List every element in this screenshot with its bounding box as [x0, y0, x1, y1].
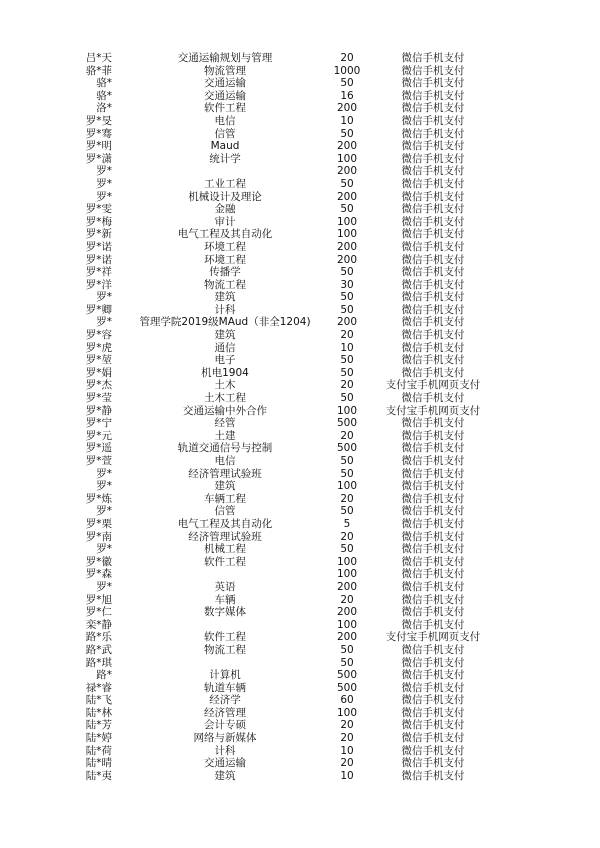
major-cell: 建筑 [214, 291, 236, 304]
table-row [0, 216, 600, 229]
name-cell: 罗*雯 [85, 203, 112, 216]
table-row [0, 115, 600, 128]
table-row [0, 631, 600, 644]
amount-cell: 5 [343, 517, 351, 530]
amount-cell: 200 [336, 102, 358, 115]
amount-cell: 16 [340, 89, 354, 102]
table-row [0, 254, 600, 267]
name-cell: 罗*徽 [85, 555, 112, 568]
amount-cell: 20 [340, 757, 354, 770]
name-cell: 骆* [96, 77, 112, 90]
amount-cell: 200 [336, 316, 358, 329]
name-cell: 罗*骞 [85, 127, 112, 140]
name-cell: 路*琪 [85, 656, 112, 669]
table-row [0, 505, 600, 518]
major-cell: 轨道车辆 [204, 681, 246, 694]
payment-method-cell: 微信手机支付 [401, 64, 465, 77]
name-cell: 路*武 [85, 643, 112, 656]
major-cell: 信管 [214, 127, 236, 140]
payment-method-cell: 微信手机支付 [401, 492, 465, 505]
amount-cell: 50 [340, 177, 354, 190]
amount-cell: 500 [336, 669, 358, 682]
payment-method-cell: 支付宝手机网页支付 [385, 631, 481, 644]
donation-table [0, 52, 600, 782]
table-row [0, 480, 600, 493]
name-cell: 陆*晴 [85, 757, 112, 770]
table-row [0, 203, 600, 216]
amount-cell: 200 [336, 240, 358, 253]
major-cell: 软件工程 [204, 555, 246, 568]
amount-cell: 100 [336, 480, 358, 493]
amount-cell: 50 [340, 392, 354, 405]
table-row [0, 266, 600, 279]
table-row [0, 304, 600, 317]
payment-method-cell: 微信手机支付 [401, 102, 465, 115]
table-row [0, 241, 600, 254]
major-cell: 英语 [214, 580, 236, 593]
amount-cell: 1000 [333, 64, 361, 77]
payment-method-cell: 微信手机支付 [401, 744, 465, 757]
name-cell: 罗*栗 [85, 517, 112, 530]
table-row [0, 581, 600, 594]
payment-method-cell: 支付宝手机网页支付 [385, 404, 481, 417]
major-cell: 土木工程 [204, 392, 246, 405]
payment-method-cell: 微信手机支付 [401, 152, 465, 165]
major-cell: 环境工程 [204, 253, 246, 266]
payment-method-cell: 微信手机支付 [401, 568, 465, 581]
payment-method-cell: 支付宝手机网页支付 [385, 379, 481, 392]
amount-cell: 100 [336, 152, 358, 165]
amount-cell: 50 [340, 303, 354, 316]
name-cell: 罗*旻 [85, 114, 112, 127]
payment-method-cell: 微信手机支付 [401, 517, 465, 530]
name-cell: 罗* [96, 467, 112, 480]
table-row [0, 379, 600, 392]
payment-method-cell: 微信手机支付 [401, 543, 465, 556]
name-cell: 路*乐 [85, 631, 112, 644]
name-cell: 路* [96, 669, 112, 682]
table-row [0, 102, 600, 115]
major-cell: 计科 [214, 303, 236, 316]
amount-cell: 20 [340, 379, 354, 392]
name-cell: 禄*睿 [85, 681, 112, 694]
payment-method-cell: 微信手机支付 [401, 354, 465, 367]
payment-method-cell: 微信手机支付 [401, 366, 465, 379]
major-cell: 计算机 [209, 669, 241, 682]
table-row [0, 279, 600, 292]
name-cell: 罗*仁 [85, 606, 112, 619]
major-cell: 电气工程及其自动化 [177, 228, 273, 241]
payment-method-cell: 微信手机支付 [401, 757, 465, 770]
table-row [0, 719, 600, 732]
payment-method-cell: 微信手机支付 [401, 719, 465, 732]
amount-cell: 100 [336, 555, 358, 568]
table-row [0, 518, 600, 531]
payment-method-cell: 微信手机支付 [401, 215, 465, 228]
table-row [0, 90, 600, 103]
amount-cell: 10 [340, 744, 354, 757]
payment-method-cell: 微信手机支付 [401, 681, 465, 694]
payment-method-cell: 微信手机支付 [401, 417, 465, 430]
payment-method-cell: 微信手机支付 [401, 669, 465, 682]
major-cell: 物流管理 [204, 64, 246, 77]
table-row [0, 342, 600, 355]
name-cell: 罗*虎 [85, 341, 112, 354]
amount-cell: 500 [336, 442, 358, 455]
payment-method-cell: 微信手机支付 [401, 266, 465, 279]
name-cell: 洛* [96, 102, 112, 115]
amount-cell: 20 [340, 719, 354, 732]
amount-cell: 100 [336, 404, 358, 417]
major-cell: 数字媒体 [204, 606, 246, 619]
payment-method-cell: 微信手机支付 [401, 303, 465, 316]
major-cell: 统计学 [209, 152, 241, 165]
amount-cell: 10 [340, 341, 354, 354]
amount-cell: 20 [340, 52, 354, 64]
name-cell: 罗*遥 [85, 442, 112, 455]
major-cell: 电子 [214, 354, 236, 367]
name-cell: 陆*林 [85, 706, 112, 719]
table-row [0, 669, 600, 682]
amount-cell: 50 [340, 127, 354, 140]
name-cell: 罗*莹 [85, 392, 112, 405]
amount-cell: 200 [336, 190, 358, 203]
name-cell: 罗* [96, 316, 112, 329]
table-row [0, 191, 600, 204]
payment-method-cell: 微信手机支付 [401, 253, 465, 266]
major-cell: 建筑 [214, 480, 236, 493]
table-row [0, 657, 600, 670]
name-cell: 陆*荷 [85, 744, 112, 757]
payment-method-cell: 微信手机支付 [401, 177, 465, 190]
amount-cell: 20 [340, 732, 354, 745]
name-cell: 罗* [96, 480, 112, 493]
amount-cell: 50 [340, 455, 354, 467]
amount-cell: 200 [336, 606, 358, 619]
table-row [0, 694, 600, 707]
payment-method-cell: 微信手机支付 [401, 480, 465, 493]
payment-method-cell: 微信手机支付 [401, 769, 465, 782]
major-cell: 环境工程 [204, 240, 246, 253]
amount-cell: 50 [340, 656, 354, 669]
name-cell: 栾*静 [85, 618, 112, 631]
name-cell: 罗*潇 [85, 152, 112, 165]
major-cell: 机械设计及理论 [188, 190, 262, 203]
table-row [0, 417, 600, 430]
major-cell: 物流工程 [204, 278, 246, 291]
name-cell: 陆*芳 [85, 719, 112, 732]
major-cell: 电气工程及其自动化 [177, 517, 273, 530]
table-row [0, 770, 600, 783]
payment-method-cell: 微信手机支付 [401, 442, 465, 455]
table-row [0, 455, 600, 468]
major-cell: Maud [210, 140, 240, 153]
table-row [0, 745, 600, 758]
table-row [0, 367, 600, 380]
amount-cell: 100 [336, 618, 358, 631]
table-row [0, 140, 600, 153]
name-cell: 罗*元 [85, 429, 112, 442]
name-cell: 罗*新 [85, 228, 112, 241]
major-cell: 计科 [214, 744, 236, 757]
table-row [0, 329, 600, 342]
table-row [0, 707, 600, 720]
major-cell: 传播学 [209, 266, 241, 279]
amount-cell: 30 [340, 278, 354, 291]
major-cell: 交通运输中外合作 [183, 404, 267, 417]
table-row [0, 77, 600, 90]
major-cell: 金融 [214, 203, 236, 216]
table-row [0, 682, 600, 695]
payment-method-cell: 微信手机支付 [401, 618, 465, 631]
table-row [0, 556, 600, 569]
name-cell: 罗*南 [85, 530, 112, 543]
amount-cell: 50 [340, 543, 354, 556]
payment-method-cell: 微信手机支付 [401, 593, 465, 606]
amount-cell: 500 [336, 681, 358, 694]
name-cell: 骆*菲 [85, 64, 112, 77]
table-row [0, 619, 600, 632]
major-cell: 通信 [214, 341, 236, 354]
table-row [0, 228, 600, 241]
name-cell: 陆*婷 [85, 732, 112, 745]
payment-method-cell: 微信手机支付 [401, 467, 465, 480]
payment-method-cell: 微信手机支付 [401, 732, 465, 745]
amount-cell: 20 [340, 593, 354, 606]
name-cell: 罗*梅 [85, 215, 112, 228]
payment-method-cell: 微信手机支付 [401, 329, 465, 342]
amount-cell: 20 [340, 329, 354, 342]
name-cell: 骆* [96, 89, 112, 102]
amount-cell: 100 [336, 568, 358, 581]
name-cell: 罗*诺 [85, 240, 112, 253]
name-cell: 罗* [96, 580, 112, 593]
name-cell: 罗*森 [85, 568, 112, 581]
table-row [0, 178, 600, 191]
name-cell: 罗*杰 [85, 379, 112, 392]
table-row [0, 493, 600, 506]
payment-method-cell: 微信手机支付 [401, 455, 465, 467]
major-cell: 建筑 [214, 329, 236, 342]
name-cell: 罗*炼 [85, 492, 112, 505]
payment-method-cell: 微信手机支付 [401, 429, 465, 442]
table-row [0, 442, 600, 455]
amount-cell: 50 [340, 77, 354, 90]
name-cell: 罗* [96, 177, 112, 190]
name-cell: 罗*旭 [85, 593, 112, 606]
amount-cell: 50 [340, 203, 354, 216]
major-cell: 土木 [214, 379, 236, 392]
major-cell: 交通运输 [204, 89, 246, 102]
major-cell: 轨道交通信号与控制 [177, 442, 273, 455]
major-cell: 经济管理试验班 [188, 530, 262, 543]
name-cell: 罗* [96, 291, 112, 304]
amount-cell: 50 [340, 467, 354, 480]
amount-cell: 200 [336, 140, 358, 153]
table-row [0, 644, 600, 657]
major-cell: 机械工程 [204, 543, 246, 556]
amount-cell: 50 [340, 291, 354, 304]
name-cell: 罗*宁 [85, 417, 112, 430]
name-cell: 罗* [96, 543, 112, 556]
name-cell: 罗*明 [85, 140, 112, 153]
table-row [0, 757, 600, 770]
major-cell: 建筑 [214, 769, 236, 782]
table-row [0, 568, 600, 581]
major-cell: 物流工程 [204, 643, 246, 656]
payment-method-cell: 微信手机支付 [401, 89, 465, 102]
table-row [0, 594, 600, 607]
name-cell: 陆*飞 [85, 694, 112, 707]
name-cell: 罗*祥 [85, 266, 112, 279]
amount-cell: 20 [340, 429, 354, 442]
major-cell: 交通运输 [204, 77, 246, 90]
name-cell: 罗* [96, 505, 112, 518]
major-cell: 交通运输 [204, 757, 246, 770]
table-row [0, 732, 600, 745]
table-row [0, 52, 600, 65]
payment-method-cell: 微信手机支付 [401, 656, 465, 669]
amount-cell: 10 [340, 114, 354, 127]
table-row [0, 468, 600, 481]
table-row [0, 430, 600, 443]
major-cell: 网络与新媒体 [193, 732, 257, 745]
payment-method-cell: 微信手机支付 [401, 228, 465, 241]
payment-method-cell: 微信手机支付 [401, 392, 465, 405]
amount-cell: 50 [340, 266, 354, 279]
amount-cell: 500 [336, 417, 358, 430]
table-row [0, 392, 600, 405]
amount-cell: 100 [336, 228, 358, 241]
amount-cell: 100 [336, 215, 358, 228]
name-cell: 陆*夷 [85, 769, 112, 782]
table-row [0, 165, 600, 178]
major-cell: 经济管理 [204, 706, 246, 719]
payment-method-cell: 微信手机支付 [401, 706, 465, 719]
payment-method-cell: 微信手机支付 [401, 694, 465, 707]
table-row [0, 153, 600, 166]
table-row [0, 316, 600, 329]
payment-method-cell: 微信手机支付 [401, 341, 465, 354]
name-cell: 罗* [96, 165, 112, 178]
major-cell: 经济管理试验班 [188, 467, 262, 480]
table-row [0, 128, 600, 141]
payment-method-cell: 微信手机支付 [401, 114, 465, 127]
payment-method-cell: 微信手机支付 [401, 127, 465, 140]
payment-method-cell: 微信手机支付 [401, 316, 465, 329]
amount-cell: 60 [340, 694, 354, 707]
payment-method-cell: 微信手机支付 [401, 643, 465, 656]
payment-method-cell: 微信手机支付 [401, 278, 465, 291]
amount-cell: 50 [340, 366, 354, 379]
name-cell: 罗*卿 [85, 303, 112, 316]
major-cell: 经管 [214, 417, 236, 430]
major-cell: 软件工程 [204, 631, 246, 644]
payment-method-cell: 微信手机支付 [401, 580, 465, 593]
major-cell: 信管 [214, 505, 236, 518]
amount-cell: 100 [336, 706, 358, 719]
name-cell: 罗*萱 [85, 455, 112, 467]
table-row [0, 291, 600, 304]
amount-cell: 200 [336, 580, 358, 593]
payment-method-cell: 微信手机支付 [401, 140, 465, 153]
table-row [0, 405, 600, 418]
major-cell: 软件工程 [204, 102, 246, 115]
major-cell: 电信 [214, 455, 236, 467]
name-cell: 罗*静 [85, 404, 112, 417]
payment-method-cell: 微信手机支付 [401, 52, 465, 64]
payment-method-cell: 微信手机支付 [401, 555, 465, 568]
major-cell: 车辆工程 [204, 492, 246, 505]
name-cell: 罗* [96, 190, 112, 203]
payment-method-cell: 微信手机支付 [401, 530, 465, 543]
major-cell: 交通运输规划与管理 [177, 52, 273, 64]
amount-cell: 200 [336, 165, 358, 178]
payment-method-cell: 微信手机支付 [401, 190, 465, 203]
amount-cell: 50 [340, 354, 354, 367]
major-cell: 车辆 [214, 593, 236, 606]
name-cell: 罗*娟 [85, 366, 112, 379]
amount-cell: 200 [336, 631, 358, 644]
amount-cell: 50 [340, 505, 354, 518]
name-cell: 罗*诺 [85, 253, 112, 266]
major-cell: 管理学院2019级MAud（非全1204) [139, 316, 311, 329]
name-cell: 罗*堃 [85, 354, 112, 367]
payment-method-cell: 微信手机支付 [401, 203, 465, 216]
table-row [0, 354, 600, 367]
amount-cell: 200 [336, 253, 358, 266]
payment-method-cell: 微信手机支付 [401, 240, 465, 253]
table-row [0, 531, 600, 544]
major-cell: 工业工程 [204, 177, 246, 190]
payment-method-cell: 微信手机支付 [401, 291, 465, 304]
payment-method-cell: 微信手机支付 [401, 606, 465, 619]
major-cell: 经济学 [209, 694, 241, 707]
payment-method-cell: 微信手机支付 [401, 165, 465, 178]
amount-cell: 10 [340, 769, 354, 782]
major-cell: 审计 [214, 215, 236, 228]
amount-cell: 20 [340, 530, 354, 543]
major-cell: 土建 [214, 429, 236, 442]
payment-method-cell: 微信手机支付 [401, 77, 465, 90]
payment-method-cell: 微信手机支付 [401, 505, 465, 518]
major-cell: 会计专硕 [204, 719, 246, 732]
name-cell: 吕*天 [85, 52, 112, 64]
name-cell: 罗*洋 [85, 278, 112, 291]
name-cell: 罗*容 [85, 329, 112, 342]
table-row [0, 606, 600, 619]
major-cell: 电信 [214, 114, 236, 127]
major-cell: 机电1904 [201, 366, 249, 379]
amount-cell: 50 [340, 643, 354, 656]
table-row [0, 65, 600, 78]
table-row [0, 543, 600, 556]
amount-cell: 20 [340, 492, 354, 505]
